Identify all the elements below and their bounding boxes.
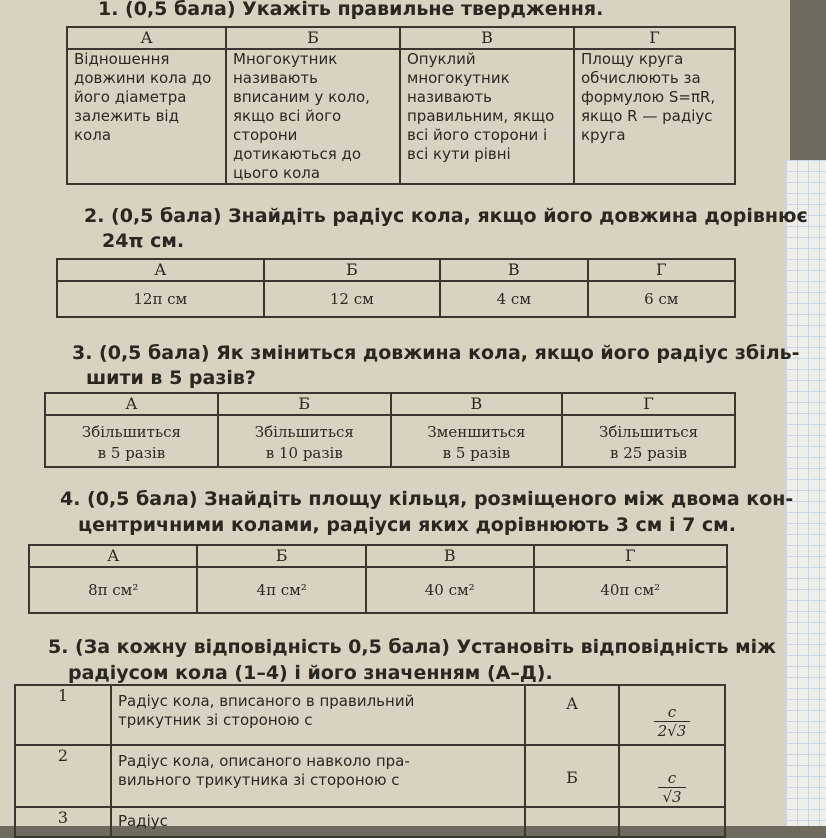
q5-row-text [111, 807, 525, 837]
q2-answer-b: 12 см [264, 281, 441, 317]
q2-title-line1: 2. (0,5 бала) Знайдіть радіус кола, якщо його довжина дорівнює [84, 205, 808, 227]
q3-answer-v-line1: Зменшиться [427, 423, 526, 441]
q3-title-line1: 3. (0,5 бала) Як зміниться довжина кола, якщо його радіус збіль- [72, 342, 800, 364]
fraction-denominator: √3 [662, 788, 682, 806]
q1-header-v: В [400, 27, 574, 49]
q3-answer-v [391, 415, 562, 467]
q5-row-text-line1: Радіус [118, 812, 168, 830]
q3-answer-a-line2: в 5 разів [97, 444, 166, 462]
q5-row-text [111, 745, 525, 807]
q5-row-text-line2: трикутник зі стороною c [118, 711, 313, 729]
q4-header-v: В [366, 545, 534, 567]
q3-header-v: В [391, 393, 562, 415]
q5-row [15, 807, 725, 837]
q4-answer-g: 40π см² [534, 567, 728, 613]
q1-title: 1. (0,5 бала) Укажіть правильне твердження. [98, 0, 604, 20]
q3-answer-v-line2: в 5 разів [442, 444, 511, 462]
fraction [658, 769, 685, 806]
fraction-numerator: c [658, 769, 685, 788]
q5-row-text-line1: Радіус кола, описаного навколо пра- [118, 752, 410, 770]
q5-row-number: 3 [15, 807, 111, 837]
q5-table [14, 684, 726, 838]
q5-row-letter: Б [525, 745, 619, 807]
q5-title-line1: 5. (За кожну відповідність 0,5 бала) Установіть відповідність між [48, 636, 777, 658]
q5-row-text-line1: Радіус кола, вписаного в правильний [118, 692, 415, 710]
q4-answer-v: 40 см² [366, 567, 534, 613]
q3-answer-g-line1: Збільшиться [598, 423, 699, 441]
q4-title-line2: центричними колами, радіуси яких дорівнюють 3 см і 7 см. [78, 514, 736, 536]
q2-table [56, 258, 736, 318]
q2-header-a: А [57, 259, 264, 281]
q5-row-number: 1 [15, 685, 111, 745]
q4-header-b: Б [197, 545, 365, 567]
q3-answer-a-line1: Збільшиться [81, 423, 181, 441]
q2-header-v: В [440, 259, 587, 281]
q2-title-line2: 24π см. [102, 230, 185, 252]
q2-header-g: Г [588, 259, 735, 281]
q4-header-a: А [29, 545, 197, 567]
q3-title-line2: шити в 5 разів? [86, 367, 256, 389]
q4-header-g: Г [534, 545, 728, 567]
q3-answer-b [218, 415, 391, 467]
q5-row-value [619, 745, 725, 807]
q5-row-value [619, 685, 725, 745]
q5-row [15, 685, 725, 745]
q3-header-g: Г [562, 393, 735, 415]
q5-row-text [111, 685, 525, 745]
q1-option-v: Опуклий многокутник називають правильним, якщо всі його сторони і всі кути рівні [400, 49, 574, 184]
q1-option-g: Площу круга обчислюють за формулою S=πR, якщо R — радіус круга [574, 49, 735, 184]
q5-row-letter: А [525, 685, 619, 745]
q2-answer-a: 12π см [57, 281, 264, 317]
q3-answer-g [562, 415, 735, 467]
q3-header-a: А [45, 393, 218, 415]
q5-row-value [619, 807, 725, 837]
q2-answer-g: 6 см [588, 281, 735, 317]
q4-answer-a: 8π см² [29, 567, 197, 613]
q1-header-b: Б [226, 27, 400, 49]
q3-answer-b-line1: Збільшиться [254, 423, 354, 441]
q3-answer-b-line2: в 10 разів [265, 444, 343, 462]
q5-row-text-line2: вильного трикутника зі стороною c [118, 771, 400, 789]
q3-header-b: Б [218, 393, 391, 415]
q4-title-line1: 4. (0,5 бала) Знайдіть площу кільця, розміщеного між двома кон- [60, 488, 794, 510]
q5-row-number: 2 [15, 745, 111, 807]
q3-answer-g-line2: в 25 разів [610, 444, 688, 462]
q2-header-b: Б [264, 259, 441, 281]
fraction-numerator: c [654, 703, 691, 722]
q1-option-a: Відношення довжини кола до його діаметра залежить від кола [67, 49, 226, 184]
q5-row [15, 745, 725, 807]
q5-title-line2: радіусом кола (1–4) і його значенням (А–Д). [68, 662, 553, 684]
q3-answer-a [45, 415, 218, 467]
q3-table [44, 392, 736, 468]
q4-answer-b: 4π см² [197, 567, 365, 613]
q1-header-g: Г [574, 27, 735, 49]
q1-table [66, 26, 736, 185]
fraction [654, 703, 691, 740]
fraction-denominator: 2√3 [657, 722, 687, 740]
q4-table [28, 544, 728, 614]
q1-option-b: Многокутник називають вписаним у коло, якщо всі його сторони дотикаються до цього кола [226, 49, 400, 184]
q1-header-a: А [67, 27, 226, 49]
q2-answer-v: 4 см [440, 281, 587, 317]
q5-row-letter [525, 807, 619, 837]
